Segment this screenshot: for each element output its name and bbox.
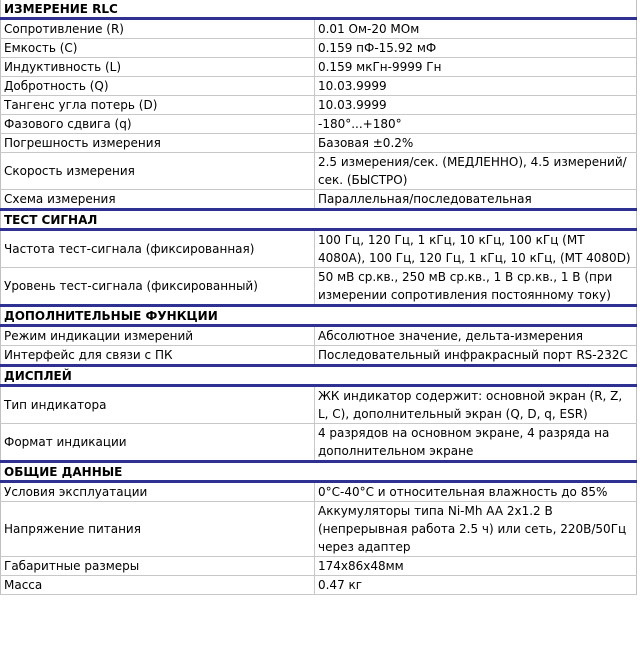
section-title: ТЕСТ СИГНАЛ — [1, 210, 637, 230]
spec-value: 0.01 Ом-20 МОм — [314, 19, 636, 39]
spec-label: Схема измерения — [1, 190, 315, 210]
spec-value: Абсолютное значение, дельта-измерения — [314, 326, 636, 346]
spec-row — [1, 230, 637, 268]
section-header-rlc — [1, 0, 637, 19]
spec-value: 0.159 пФ-15.92 мФ — [314, 39, 636, 58]
spec-value: 10.03.9999 — [314, 77, 636, 96]
spec-value: ЖК индикатор содержит: основной экран (R, Z, L, C), дополнительный экран (Q, D, q, ESR) — [314, 386, 636, 424]
spec-label: Тангенс угла потерь (D) — [1, 96, 315, 115]
section-header-additional-functions — [1, 306, 637, 326]
spec-label: Условия эксплуатации — [1, 482, 315, 502]
spec-row — [1, 96, 637, 115]
spec-row — [1, 268, 637, 306]
spec-row — [1, 19, 637, 39]
spec-value: Базовая ±0.2% — [314, 134, 636, 153]
spec-label: Добротность (Q) — [1, 77, 315, 96]
spec-value: 2.5 измерения/сек. (МЕДЛЕННО), 4.5 измерений/сек. (БЫСТРО) — [314, 153, 636, 190]
section-header-test-signal — [1, 210, 637, 230]
spec-label: Формат индикации — [1, 424, 315, 462]
spec-label: Фазового сдвига (q) — [1, 115, 315, 134]
spec-label: Тип индикатора — [1, 386, 315, 424]
spec-value: -180°...+180° — [314, 115, 636, 134]
spec-row — [1, 482, 637, 502]
spec-value: 4 разрядов на основном экране, 4 разряда на дополнительном экране — [314, 424, 636, 462]
spec-row — [1, 557, 637, 576]
spec-value: 0.47 кг — [314, 576, 636, 595]
spec-row — [1, 346, 637, 366]
spec-row — [1, 134, 637, 153]
spec-value: Аккумуляторы типа Ni-Mh AA 2x1.2 В (непрерывная работа 2.5 ч) или сеть, 220В/50Гц через адаптер — [314, 502, 636, 557]
spec-row — [1, 77, 637, 96]
spec-row — [1, 39, 637, 58]
spec-value: 174x86x48мм — [314, 557, 636, 576]
specifications-body — [1, 0, 637, 595]
spec-value: 0°C-40°C и относительная влажность до 85% — [314, 482, 636, 502]
spec-value: 50 мВ ср.кв., 250 мВ ср.кв., 1 В ср.кв., 1 В (при измерении сопротивления постоянному току) — [314, 268, 636, 306]
section-header-general-data — [1, 462, 637, 482]
spec-label: Масса — [1, 576, 315, 595]
section-title: ДИСПЛЕЙ — [1, 366, 637, 386]
spec-row — [1, 115, 637, 134]
spec-row — [1, 502, 637, 557]
spec-value: 0.159 мкГн-9999 Гн — [314, 58, 636, 77]
section-title: ДОПОЛНИТЕЛЬНЫЕ ФУНКЦИИ — [1, 306, 637, 326]
spec-value: 100 Гц, 120 Гц, 1 кГц, 10 кГц, 100 кГц (МТ 4080A), 100 Гц, 120 Гц, 1 кГц, 10 кГц, (МТ 4080D) — [314, 230, 636, 268]
section-header-display — [1, 366, 637, 386]
spec-label: Погрешность измерения — [1, 134, 315, 153]
spec-label: Частота тест-сигнала (фиксированная) — [1, 230, 315, 268]
spec-row — [1, 424, 637, 462]
spec-row — [1, 153, 637, 190]
spec-label: Режим индикации измерений — [1, 326, 315, 346]
spec-row — [1, 386, 637, 424]
spec-value: Последовательный инфракрасный порт RS-232C — [314, 346, 636, 366]
spec-value: 10.03.9999 — [314, 96, 636, 115]
spec-row — [1, 576, 637, 595]
spec-label: Емкость (С) — [1, 39, 315, 58]
section-title: ИЗМЕРЕНИЕ RLC — [1, 0, 637, 19]
spec-label: Индуктивность (L) — [1, 58, 315, 77]
spec-row — [1, 190, 637, 210]
spec-label: Уровень тест-сигнала (фиксированный) — [1, 268, 315, 306]
spec-label: Скорость измерения — [1, 153, 315, 190]
spec-label: Интерфейс для связи с ПК — [1, 346, 315, 366]
spec-label: Сопротивление (R) — [1, 19, 315, 39]
spec-row — [1, 326, 637, 346]
spec-label: Напряжение питания — [1, 502, 315, 557]
spec-row — [1, 58, 637, 77]
section-title: ОБЩИЕ ДАННЫЕ — [1, 462, 637, 482]
spec-value: Параллельная/последовательная — [314, 190, 636, 210]
spec-label: Габаритные размеры — [1, 557, 315, 576]
